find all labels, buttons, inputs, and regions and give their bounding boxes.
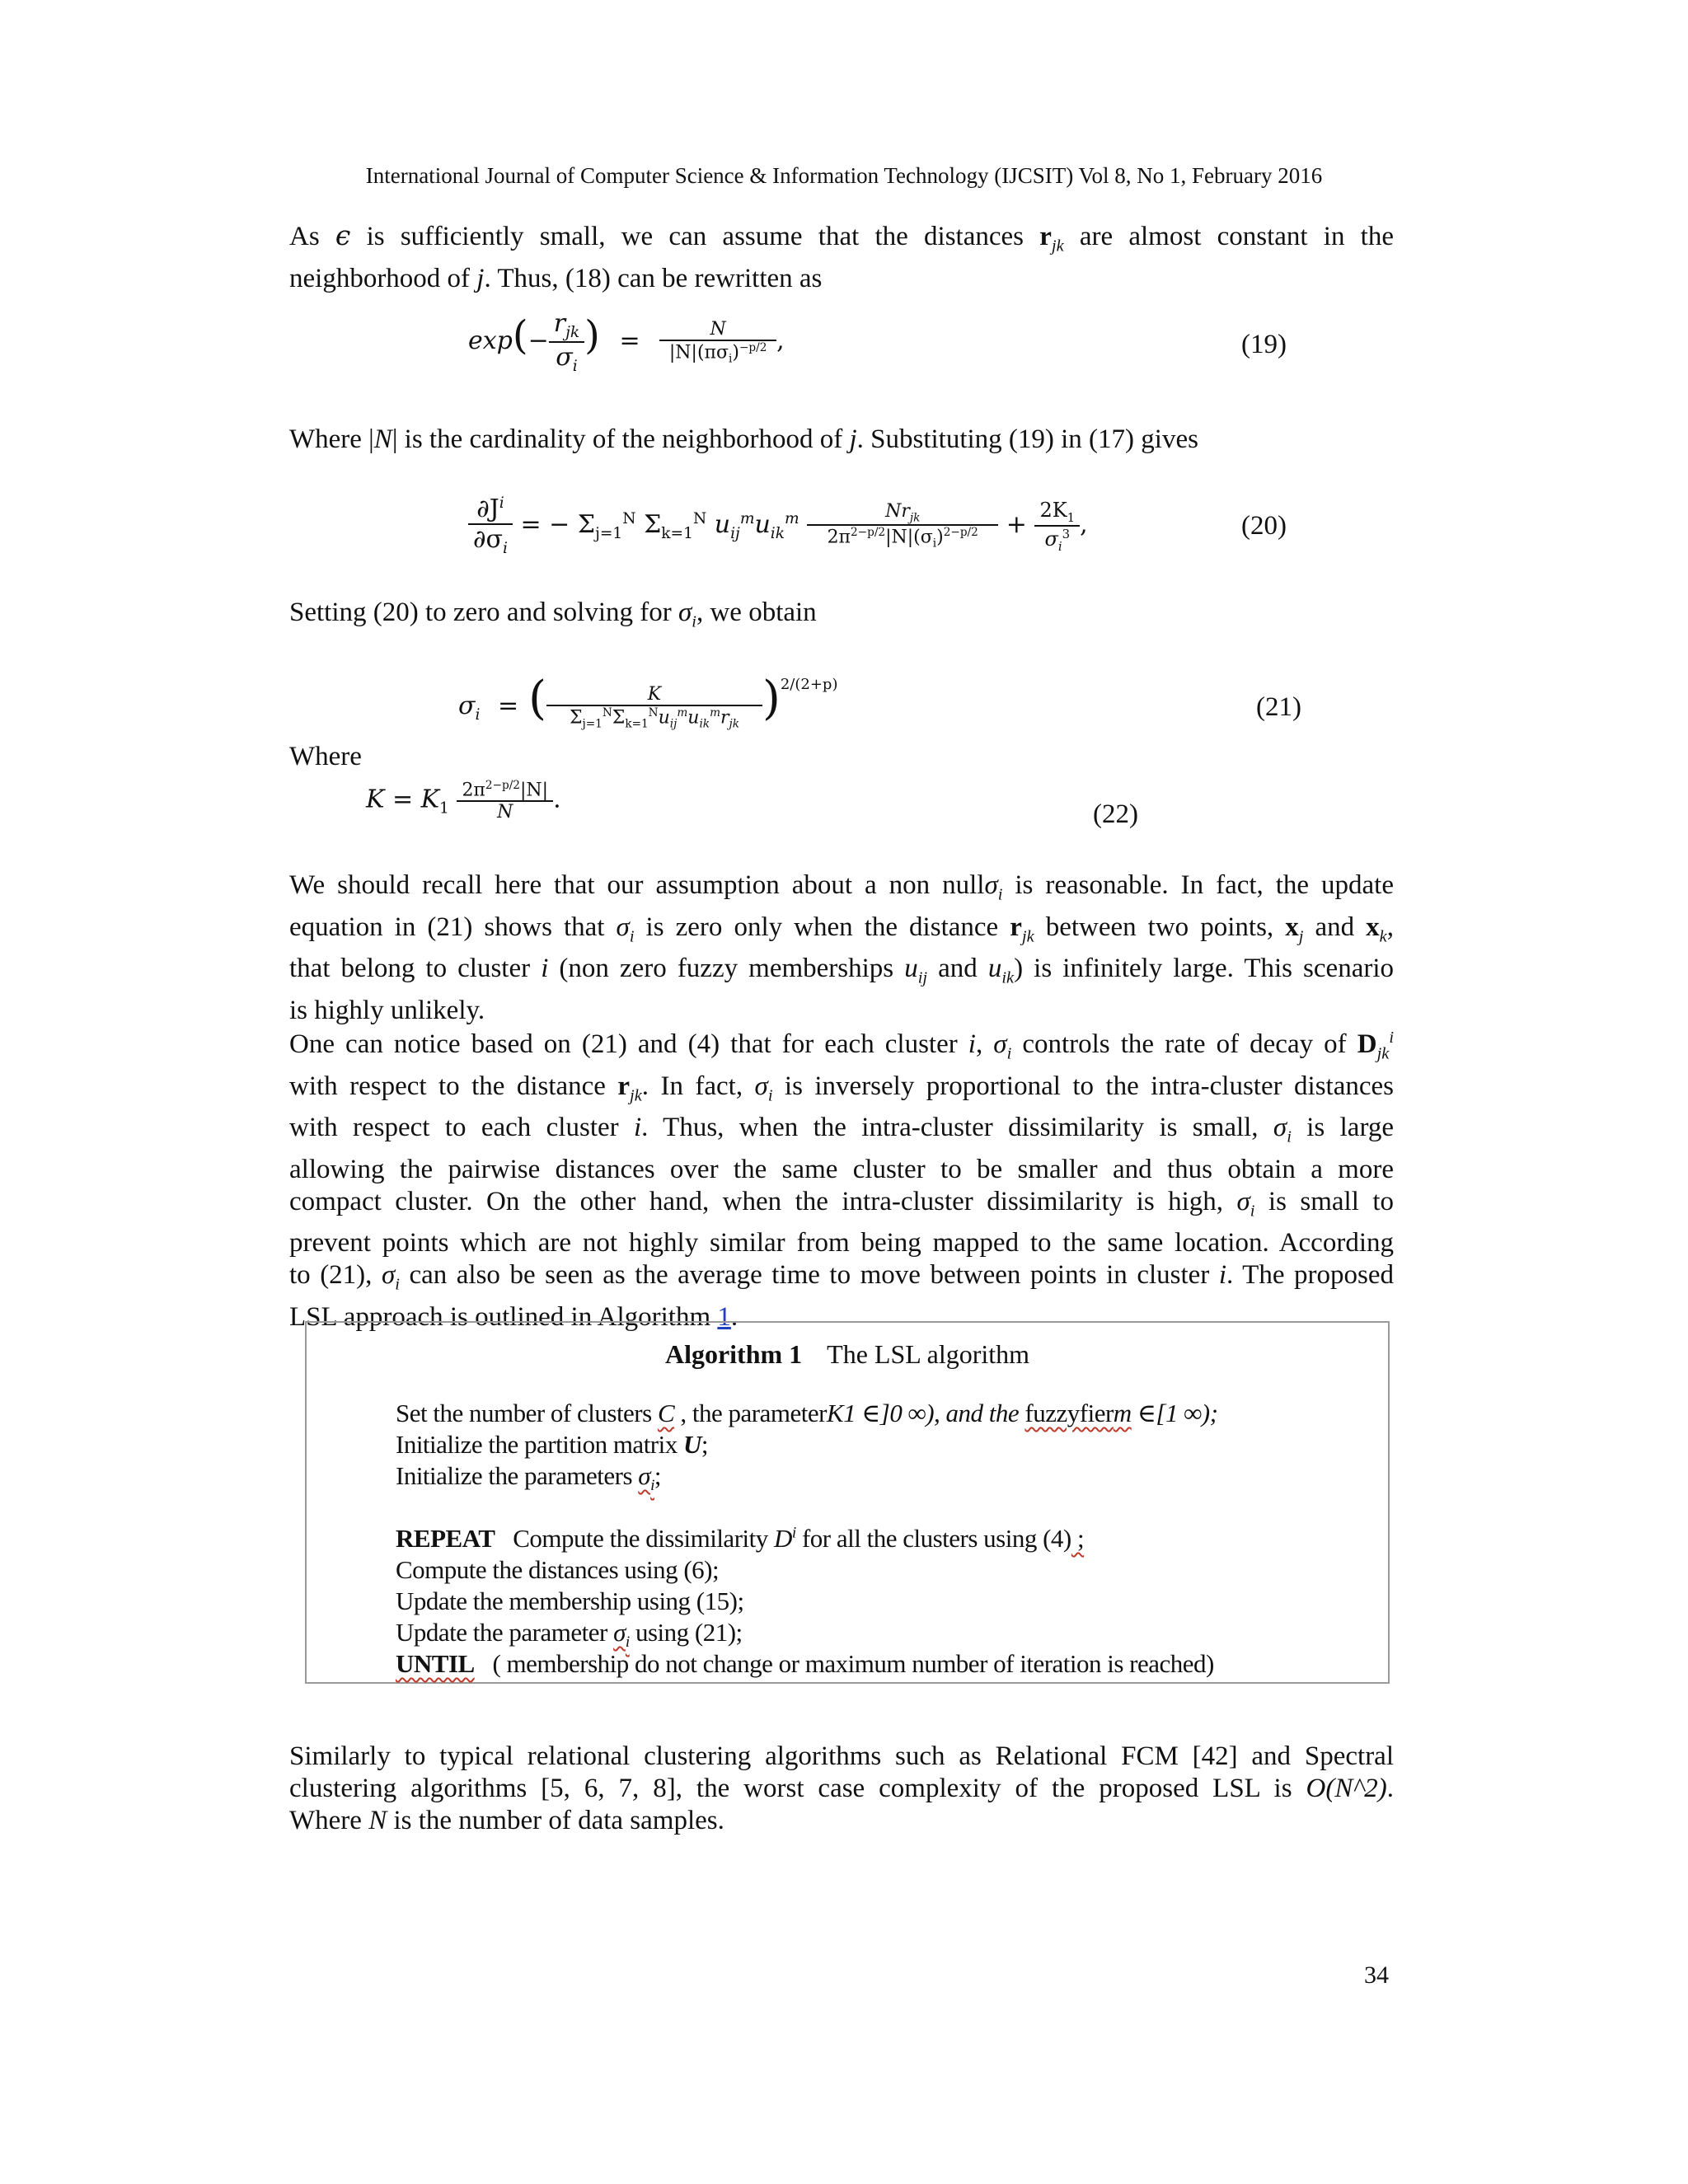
p1-line-1: As ϵ is sufficiently small, we can assume that the distances $r_{jk}$ are almost constant in the xyxy=(289,219,1394,255)
paragraph-6 xyxy=(289,1741,1394,1837)
algorithm-line-2: Initialize the partition matrix U; xyxy=(396,1430,709,1459)
algorithm-line-1: Set the number of clusters C , the parameterK1 ∈]0 ∞), and the fuzzyfierm ∈[1 ∞); xyxy=(396,1399,1218,1427)
algorithm-line-4: REPEAT Compute the dissimilarity $D^i$ for all the clusters using (4) ; xyxy=(396,1524,1085,1553)
p6-line-1: Similarly to typical relational clustering algorithms such as Relational FCM [42] and Spectral xyxy=(289,1741,1394,1771)
p5-line-4: allowing the pairwise distances over the same cluster to be smaller and thus obtain a more xyxy=(289,1154,1394,1184)
algorithm-box xyxy=(305,1321,1390,1684)
page-number: 34 xyxy=(1364,1961,1389,1989)
p6-line-3: Where N is the number of data samples. xyxy=(289,1806,724,1835)
equation-20: $\frac{\partial J^i}{\partial\sigma_i}$ = − $\Sigma_{j=1}^N$ $\Sigma_{k=1}^N$ $u_{ij}^mu_{ik}^m$ $\frac{Nr_{jk}}{2\pi^{2-p/2}|N|(\sigma_i)^{2-p/2}}$ + $\frac{2K_1}{\sigma_i^3}$ , xyxy=(468,494,1088,557)
algorithm-1-link[interactable]: 1 xyxy=(717,1301,731,1332)
equation-21: $\sigma_i$ = ( $\frac{K}{\Sigma_{j=1}^N\Sigma_{k=1}^Nu_{ij}^mu_{ik}^mr_{jk}}$ )$^{2/(2+p)}$ xyxy=(458,672,838,731)
algorithm-line-6: Update the membership using (15); xyxy=(396,1586,744,1615)
p4-line-2: equation in (21) shows that $\sigma_i$ is zero only when the distance $r_{jk}$ between two points, $x_j$ and $x_k$, xyxy=(289,912,1394,946)
p4-line-1: We should recall here that our assumption about a non nullσ$_i$ is reasonable. In fact, the update xyxy=(289,870,1394,904)
equation-22: $K = K_1$ $\frac{2\pi^{2-p/2}|N|}{N}$ . xyxy=(366,779,561,823)
paragraph-5 xyxy=(289,1022,1394,1333)
p5-line-3: with respect to each cluster i. Thus, when the intra-cluster dissimilarity is small, $\sigma_i$ is large xyxy=(289,1113,1394,1146)
p5-line-6: prevent points which are not highly similar from being mapped to the same location. According xyxy=(289,1228,1394,1258)
equation-19-number: (19) xyxy=(1241,330,1287,359)
p5-line-8: LSL approach is outlined in Algorithm 1. xyxy=(289,1301,738,1332)
algorithm-line-5: Compute the distances using (6); xyxy=(396,1555,720,1584)
p5-line-7: to (21), $\sigma_i$ can also be seen as the average time to move between points in cluster i. The proposed xyxy=(289,1260,1394,1294)
p4-line-4: is highly unlikely. xyxy=(289,995,485,1025)
equation-19: exp(− $\frac{r_{jk}}{\sigma_i}$ ) = $\frac{N}{|N|(\pi\sigma_i)^{-p/2}}$ , xyxy=(468,309,785,375)
equation-22-number: (22) xyxy=(1093,799,1138,829)
p1-line-2: neighborhood of j. Thus, (18) can be rewritten as xyxy=(289,263,823,293)
running-header: International Journal of Computer Science & Information Technology (IJCSIT) Vol 8, No 1, February 2016 xyxy=(365,163,1323,188)
p5-line-5: compact cluster. On the other hand, when the intra-cluster dissimilarity is high, $\sigma_i$ is small to xyxy=(289,1186,1394,1221)
equation-21-number: (21) xyxy=(1256,692,1301,722)
algorithm-title: Algorithm 1 The LSL algorithm xyxy=(664,1339,1030,1369)
p5-line-2: with respect to the distance $r_{jk}$. In fact, $\sigma_i$ is inversely proportional to the intra-cluster distances xyxy=(289,1071,1394,1105)
paragraph-1 xyxy=(289,219,1394,295)
algorithm-line-7: Update the parameter $\sigma_i$ using (21); xyxy=(396,1618,743,1652)
paragraph-4 xyxy=(289,869,1394,1027)
algorithm-line-3: Initialize the parameters $\sigma_i$; xyxy=(396,1461,662,1495)
where-label: Where xyxy=(289,742,362,771)
equation-20-number: (20) xyxy=(1241,511,1287,541)
paragraph-3: Setting (20) to zero and solving for $\sigma_i$, we obtain xyxy=(289,598,817,631)
p4-line-3: that belong to cluster i (non zero fuzzy memberships $u_{ij}$ and $u_{ik}$) is infinitely large. This scenario xyxy=(289,954,1394,987)
p5-line-1: One can notice based on (21) and (4) that for each cluster i, $\sigma_i$ controls the rate of decay of $D_{jk}^i$ xyxy=(289,1029,1395,1063)
p6-line-2: clustering algorithms [5, 6, 7, 8], the worst case complexity of the proposed LSL is O(N^2). xyxy=(289,1774,1394,1803)
algorithm-line-8: UNTIL ( membership do not change or maximum number of iteration is reached) xyxy=(396,1649,1214,1678)
paragraph-2: Where |N| is the cardinality of the neighborhood of j. Substituting (19) in (17) gives xyxy=(289,424,1198,454)
